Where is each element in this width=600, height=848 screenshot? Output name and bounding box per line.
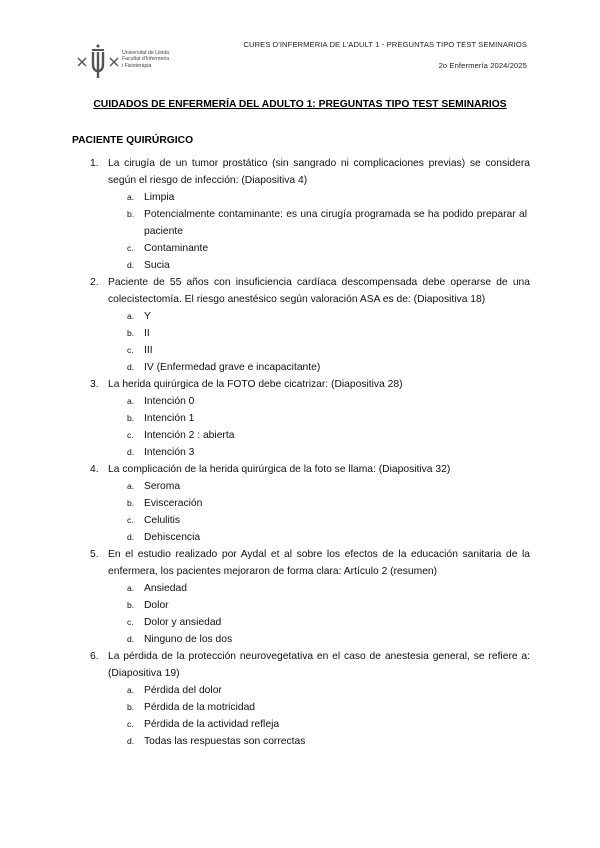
question-3-option-d (127, 444, 527, 461)
question-3 (90, 376, 530, 393)
option-letter: a. (127, 396, 135, 406)
question-5-option-a (127, 580, 527, 597)
question-number: 5. (90, 549, 99, 560)
option-text: Ansiedad (144, 583, 187, 594)
option-letter: c. (127, 719, 134, 729)
option-letter: d. (127, 634, 135, 644)
option-text: Pérdida del dolor (144, 685, 222, 696)
option-letter: b. (127, 209, 135, 219)
option-text: Limpia (144, 192, 175, 203)
option-text: IV (Enfermedad grave e incapacitante) (144, 362, 321, 373)
option-letter: a. (127, 583, 135, 593)
question-4-option-b (127, 495, 527, 512)
option-text: Intención 3 (144, 447, 195, 458)
question-text: En el estudio realizado por Aydal et al sobre los efectos de la educación sanitaria de la enfermera, los pacientes mejoraron de forma clara: Artículo 2 (resumen) (108, 549, 530, 577)
question-2-option-c (127, 342, 527, 359)
option-letter: a. (127, 311, 135, 321)
option-text: Intención 1 (144, 413, 195, 424)
option-letter: a. (127, 481, 135, 491)
option-letter: c. (127, 243, 134, 253)
option-letter: b. (127, 600, 135, 610)
header-academic-year: 2o Enfermería 2024/2025 (438, 61, 527, 70)
question-5-option-c (127, 614, 527, 631)
logo-lettering (122, 50, 169, 69)
option-text: III (144, 345, 153, 356)
option-text: Dolor (144, 600, 169, 611)
option-text: Evisceración (144, 498, 203, 509)
question-text: La herida quirúrgica de la FOTO debe cicatrizar: (Diapositiva 28) (108, 379, 403, 390)
question-5 (90, 546, 530, 580)
question-number: 6. (90, 651, 99, 662)
logo-line: Universitat de Lleida (122, 50, 170, 56)
question-2-option-a (127, 308, 527, 325)
question-text: La pérdida de la protección neurovegetativa en el caso de anestesia general, se refiere a: (Diapositiva 19) (108, 651, 530, 679)
question-4-option-d (127, 529, 527, 546)
question-3-option-b (127, 410, 527, 427)
question-2-option-b (127, 325, 527, 342)
option-letter: d. (127, 260, 135, 270)
option-letter: c. (127, 617, 134, 627)
option-text: Pérdida de la motricidad (144, 702, 256, 713)
option-letter: d. (127, 362, 135, 372)
question-4-option-c (127, 512, 527, 529)
question-1-option-d (127, 257, 527, 274)
option-letter: b. (127, 498, 135, 508)
question-6-option-b (127, 699, 527, 716)
logo-line: Facultat d'Infermeria (122, 56, 170, 63)
document-title: CUIDADOS DE ENFERMERÍA DEL ADULTO 1: PREGUNTAS TIPO TEST SEMINARIOS (93, 99, 507, 110)
option-text: Sucia (144, 260, 170, 271)
question-4 (90, 461, 530, 478)
option-letter: d. (127, 532, 135, 542)
option-text: Dolor y ansiedad (144, 617, 222, 628)
option-text: Dehiscencia (144, 532, 201, 543)
option-text: Pérdida de la actividad refleja (144, 719, 280, 730)
option-text: Y (144, 311, 151, 322)
option-text: Seroma (144, 481, 181, 492)
question-5-option-d (127, 631, 527, 648)
question-6-option-c (127, 716, 527, 733)
option-letter: b. (127, 702, 135, 712)
question-number: 1. (90, 158, 99, 169)
option-text: Todas las respuestas son correctas (144, 736, 306, 747)
question-6 (90, 648, 530, 682)
option-letter: a. (127, 192, 135, 202)
question-4-option-a (127, 478, 527, 495)
option-text: Ninguno de los dos (144, 634, 233, 645)
header-course-title: CURES D'INFERMERIA DE L'ADULT 1 - PREGUNTAS TIPO TEST SEMINARIOS (243, 40, 527, 49)
option-letter: d. (127, 736, 135, 746)
question-5-option-b (127, 597, 527, 614)
question-number: 2. (90, 277, 99, 288)
option-letter: c. (127, 430, 134, 440)
option-text: Contaminante (144, 243, 209, 254)
option-letter: d. (127, 447, 135, 457)
question-number: 3. (90, 379, 99, 390)
university-logo (76, 44, 186, 78)
option-letter: c. (127, 515, 134, 525)
question-1 (90, 155, 530, 189)
logo-line: i Fisioteràpia (122, 62, 152, 69)
question-1-option-b (127, 206, 527, 240)
question-3-option-c (127, 427, 527, 444)
question-2 (90, 274, 530, 308)
option-text: Intención 0 (144, 396, 195, 407)
question-text: La complicación de la herida quirúrgica de la foto se llama: (Diapositiva 32) (108, 464, 451, 475)
question-text: La cirugía de un tumor prostático (sin sangrado ni complicaciones previas) se considera según el riesgo de infección: (Diapositiva 4) (108, 158, 530, 186)
question-6-option-d (127, 733, 527, 750)
question-text: Paciente de 55 años con insuficiencia cardíaca descompensada debe operarse de una colecistectomía. El riesgo anestésico según valoración ASA es de: (Diapositiva 18) (108, 277, 530, 305)
option-text: Celulitis (144, 515, 181, 526)
option-text: II (144, 328, 150, 339)
section-title: PACIENTE QUIRÚRGICO (72, 135, 194, 146)
question-6-option-a (127, 682, 527, 699)
option-letter: b. (127, 413, 135, 423)
question-2-option-d (127, 359, 527, 376)
option-letter: c. (127, 345, 134, 355)
option-letter: a. (127, 685, 135, 695)
option-letter: b. (127, 328, 135, 338)
option-text: Potencialmente contaminante: es una cirugía programada se ha podido preparar al paciente (144, 209, 527, 237)
question-number: 4. (90, 464, 99, 475)
question-1-option-a (127, 189, 527, 206)
university-emblem-icon (76, 44, 120, 78)
option-text: Intención 2 : abierta (144, 430, 235, 441)
question-3-option-a (127, 393, 527, 410)
question-1-option-c (127, 240, 527, 257)
